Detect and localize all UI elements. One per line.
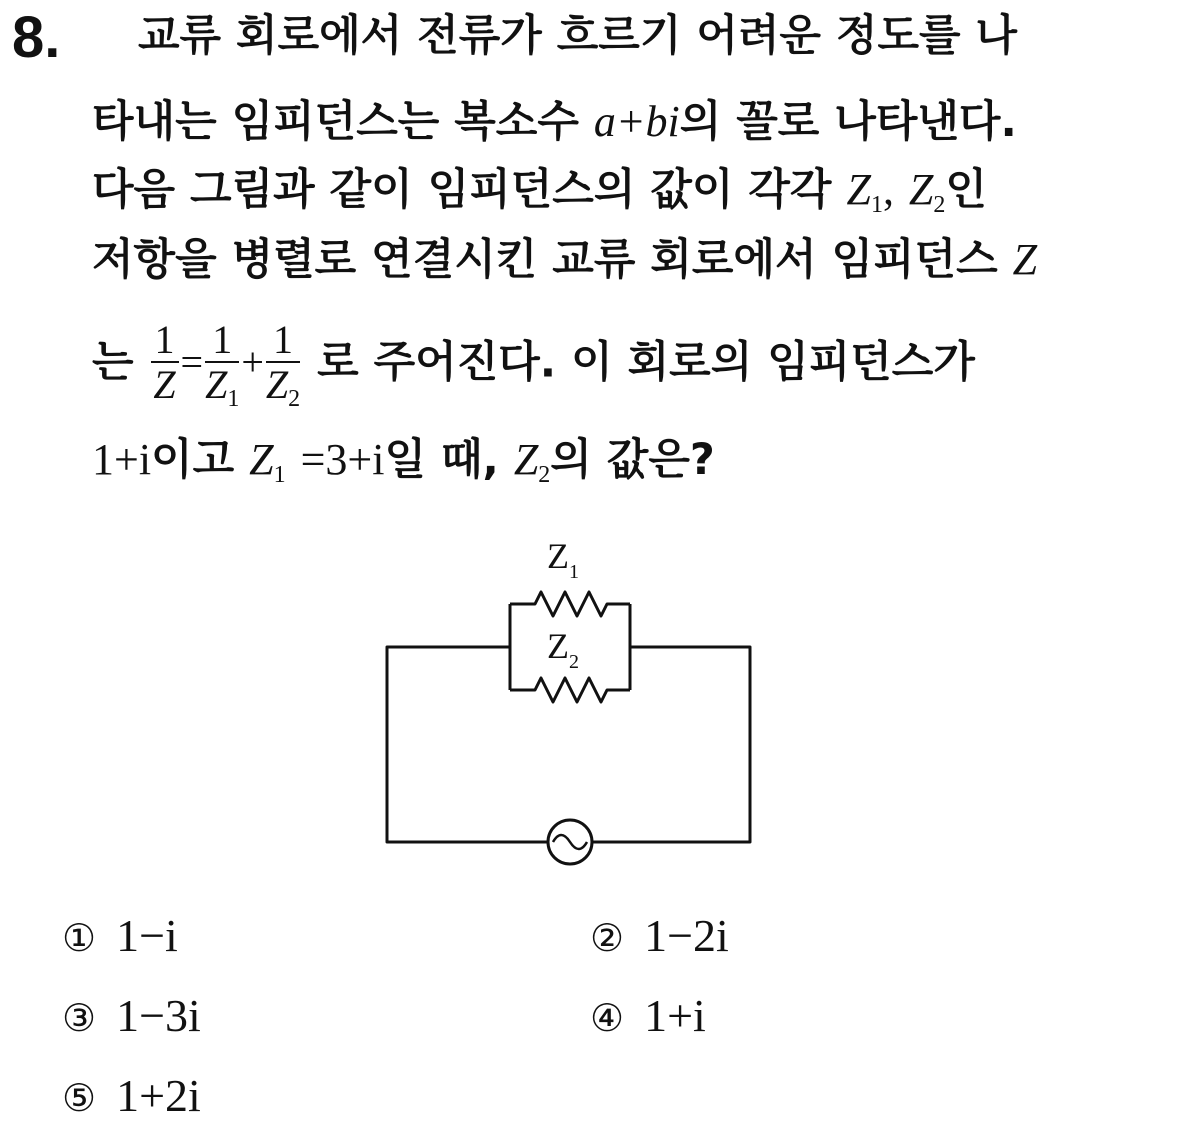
question-text: 의 꼴로 나타낸다.	[679, 97, 1017, 147]
label-z1: $Z_1$	[547, 536, 579, 583]
z-symbol: Z	[1012, 235, 1038, 284]
choice-5[interactable]	[62, 1068, 201, 1126]
choice-value: 1−i	[116, 910, 178, 961]
question-number: 8.	[12, 5, 61, 70]
fraction-one-over-z1: $\frac{1}{Z_1}$	[205, 316, 240, 412]
choice-marker: ③	[62, 996, 97, 1040]
choice-marker: ④	[590, 996, 625, 1040]
question-text: 일 때,	[384, 435, 499, 485]
fraction-one-over-z: $\frac{1}{Z}$	[151, 319, 179, 407]
z1-symbol: $Z_1$	[846, 165, 883, 218]
comma: ,	[882, 165, 894, 214]
ac-wave-icon	[553, 835, 587, 849]
z2-symbol: $Z_2$	[513, 435, 551, 488]
question-text: 인	[945, 165, 987, 215]
circuit-wire	[592, 647, 750, 842]
z2-symbol: $Z_2$	[908, 165, 946, 218]
choice-value: 1−2i	[644, 910, 729, 961]
question-text: 는	[92, 337, 134, 388]
question-text: 교류 회로에서 전류가 흐르기 어려운 정도를 나	[138, 11, 1018, 61]
question-text: 의 값은?	[550, 435, 715, 485]
given-z-value: 1+i	[92, 435, 152, 484]
complex-form: a+bi	[593, 97, 680, 146]
given-z1-value: =3+i	[300, 435, 385, 484]
question-text: 저항을 병렬로 연결시킨 교류 회로에서 임피던스	[92, 235, 998, 285]
choice-4[interactable]	[590, 988, 706, 1046]
circuit-wire	[387, 647, 548, 842]
choice-3[interactable]	[62, 988, 201, 1046]
resistor-z2-icon	[510, 678, 630, 702]
choice-marker: ⑤	[62, 1076, 97, 1120]
question-text: 타내는 임피던스는 복소수	[92, 97, 579, 147]
label-z2: $Z_2$	[547, 626, 579, 673]
choice-marker: ①	[62, 916, 97, 960]
choice-value: 1+i	[644, 990, 706, 1041]
choice-value: 1−3i	[116, 990, 201, 1041]
question-line-5: 는 $\frac{1}{Z}$ = $\frac{1}{Z_1}$ + $\frac{1}{Z_2}$ 로 주어진다. 이 회로의 임피던스가	[92, 316, 975, 412]
choice-value: 1+2i	[116, 1070, 201, 1121]
choice-1[interactable]	[62, 908, 178, 966]
question-text: 로 주어진다. 이 회로의 임피던스가	[317, 337, 975, 388]
choice-marker: ②	[590, 916, 625, 960]
question-text: 다음 그림과 같이 임피던스의 값이 각각	[92, 165, 832, 215]
choice-2[interactable]	[590, 908, 729, 966]
resistor-z1-icon	[510, 592, 630, 616]
question-text: 이고	[151, 435, 235, 485]
fraction-one-over-z2: $\frac{1}{Z_2}$	[265, 316, 301, 412]
z1-symbol: $Z_1$	[249, 435, 286, 488]
